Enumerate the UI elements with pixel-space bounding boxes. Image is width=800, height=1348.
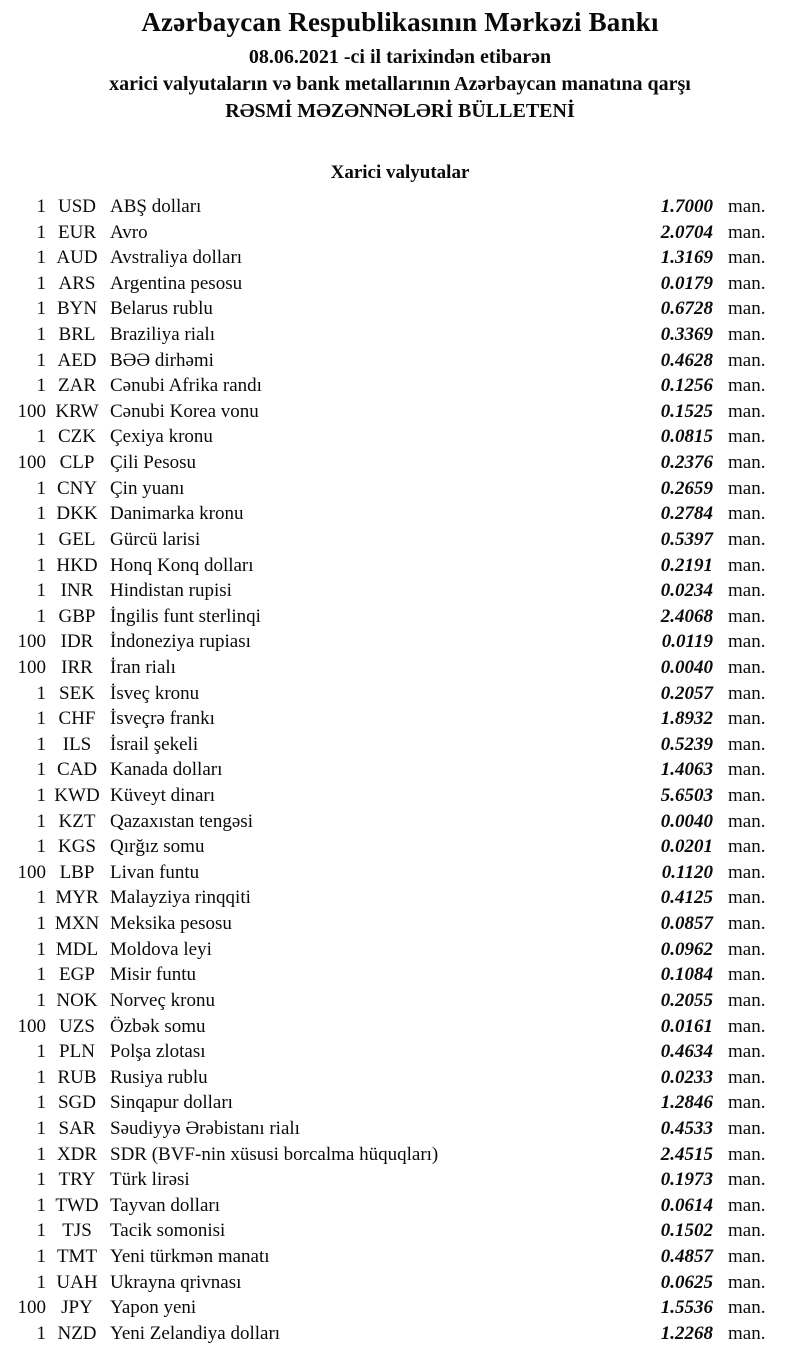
- quantity-cell: 1: [36, 810, 46, 832]
- unit-label-cell: man.: [728, 759, 766, 781]
- rate-value-cell: 0.1973: [660, 1169, 713, 1191]
- currency-code-cell: UAH: [56, 1271, 98, 1293]
- table-row: [0, 1014, 800, 1040]
- unit-label-cell: man.: [728, 1092, 766, 1114]
- unit-label-cell: man.: [728, 272, 766, 294]
- quantity-cell: 1: [36, 1271, 46, 1293]
- currency-name-cell: Danimarka kronu: [110, 503, 244, 525]
- currency-code-cell: KRW: [55, 400, 99, 422]
- rate-value-cell: 1.4063: [660, 759, 713, 781]
- rate-value-cell: 0.4125: [660, 887, 713, 909]
- currency-name-cell: Cənubi Afrika randı: [110, 375, 262, 397]
- rate-value-cell: 0.1525: [660, 400, 713, 422]
- quantity-cell: 1: [36, 528, 46, 550]
- unit-label-cell: man.: [728, 785, 766, 807]
- currency-code-cell: NOK: [56, 989, 98, 1011]
- currency-name-cell: İsrail şekeli: [110, 733, 199, 755]
- unit-label-cell: man.: [728, 298, 766, 320]
- table-row: [0, 501, 800, 527]
- rate-value-cell: 0.5239: [660, 733, 713, 755]
- quantity-cell: 100: [17, 400, 46, 422]
- rate-value-cell: 0.0857: [660, 913, 713, 935]
- currency-name-cell: Ukrayna qrivnası: [110, 1271, 242, 1293]
- unit-label-cell: man.: [728, 1220, 766, 1242]
- rate-value-cell: 0.1120: [661, 861, 713, 883]
- table-row: [0, 885, 800, 911]
- currency-code-cell: ZAR: [58, 375, 96, 397]
- table-row: [0, 1090, 800, 1116]
- currency-name-cell: Cənubi Korea vonu: [110, 400, 259, 422]
- rate-value-cell: 0.0625: [660, 1271, 713, 1293]
- currency-name-cell: İran rialı: [110, 656, 176, 678]
- currency-code-cell: LBP: [59, 861, 95, 883]
- rate-value-cell: 0.1084: [660, 964, 713, 986]
- currency-name-cell: İsveçrə frankı: [110, 708, 215, 730]
- quantity-cell: 1: [36, 708, 46, 730]
- unit-label-cell: man.: [728, 196, 766, 217]
- quantity-cell: 1: [36, 759, 46, 781]
- rate-value-cell: 0.0119: [661, 631, 713, 653]
- currency-name-cell: BƏƏ dirhəmi: [110, 349, 214, 371]
- table-row: [0, 553, 800, 579]
- currency-name-cell: Rusiya rublu: [110, 1066, 208, 1088]
- currency-code-cell: KWD: [54, 785, 100, 807]
- unit-label-cell: man.: [728, 605, 766, 627]
- quantity-cell: 1: [36, 1117, 46, 1139]
- rate-value-cell: 5.6503: [660, 785, 713, 807]
- rate-value-cell: 0.3369: [660, 324, 713, 346]
- currency-code-cell: ARS: [58, 272, 96, 294]
- currency-code-cell: TRY: [58, 1169, 96, 1191]
- currency-name-cell: Belarus rublu: [110, 298, 213, 320]
- table-row: [0, 655, 800, 681]
- rate-value-cell: 0.2659: [660, 477, 713, 499]
- currency-code-cell: IDR: [60, 631, 94, 653]
- table-row: [0, 1295, 800, 1321]
- currency-name-cell: Çin yuanı: [110, 477, 185, 499]
- currency-name-cell: Kanada dolları: [110, 759, 223, 781]
- currency-code-cell: CZK: [58, 426, 96, 448]
- unit-label-cell: man.: [728, 836, 766, 858]
- currency-name-cell: Yapon yeni: [110, 1297, 197, 1319]
- currency-name-cell: Yeni türkmən manatı: [110, 1245, 270, 1267]
- currency-code-cell: ILS: [62, 733, 92, 755]
- quantity-cell: 100: [17, 1015, 46, 1037]
- table-row: [0, 860, 800, 886]
- table-row: [0, 348, 800, 374]
- unit-label-cell: man.: [728, 1041, 766, 1063]
- quantity-cell: 1: [36, 349, 46, 371]
- table-row: [0, 1142, 800, 1168]
- currency-name-cell: Çexiya kronu: [110, 426, 213, 448]
- table-row: [0, 783, 800, 809]
- quantity-cell: 100: [17, 861, 46, 883]
- quantity-cell: 100: [17, 1297, 46, 1319]
- currency-code-cell: MDL: [55, 938, 99, 960]
- rate-value-cell: 2.0704: [660, 221, 713, 243]
- quantity-cell: 1: [36, 375, 46, 397]
- currency-name-cell: Özbək somu: [110, 1015, 206, 1037]
- currency-code-cell: SEK: [59, 682, 95, 704]
- rate-value-cell: 2.4068: [660, 605, 713, 627]
- currency-name-cell: Moldova leyi: [110, 938, 212, 960]
- table-row: [0, 1065, 800, 1091]
- quantity-cell: 1: [36, 1143, 46, 1165]
- currency-code-cell: CHF: [58, 708, 96, 730]
- quantity-cell: 1: [36, 1194, 46, 1216]
- currency-code-cell: SGD: [57, 1092, 96, 1114]
- unit-label-cell: man.: [728, 1271, 766, 1293]
- quantity-cell: 1: [36, 989, 46, 1011]
- table-row: [0, 809, 800, 835]
- unit-label-cell: man.: [728, 400, 766, 422]
- rate-value-cell: 0.0040: [660, 810, 713, 832]
- currency-code-cell: GBP: [58, 605, 96, 627]
- currency-code-cell: CNY: [56, 477, 98, 499]
- unit-label-cell: man.: [728, 989, 766, 1011]
- table-row: [0, 578, 800, 604]
- currency-name-cell: Misir funtu: [110, 964, 197, 986]
- quantity-cell: 1: [36, 324, 46, 346]
- quantity-cell: 100: [17, 656, 46, 678]
- currency-name-cell: SDR (BVF-nin xüsusi borcalma hüquqları): [110, 1143, 439, 1165]
- currency-name-cell: Malayziya rinqqiti: [110, 887, 251, 909]
- table-row: [0, 988, 800, 1014]
- table-row: [0, 1039, 800, 1065]
- effective-date-line: 08.06.2021 -ci il tarixindən etibarən: [248, 46, 552, 68]
- rate-value-cell: 0.0201: [660, 836, 713, 858]
- rate-value-cell: 1.5536: [660, 1297, 713, 1319]
- unit-label-cell: man.: [728, 1169, 766, 1191]
- quantity-cell: 1: [36, 682, 46, 704]
- quantity-cell: 1: [36, 221, 46, 243]
- currency-name-cell: İndoneziya rupiası: [110, 631, 251, 653]
- unit-label-cell: man.: [728, 1066, 766, 1088]
- unit-label-cell: man.: [728, 426, 766, 448]
- rate-value-cell: 0.0233: [660, 1066, 713, 1088]
- quantity-cell: 1: [36, 1041, 46, 1063]
- unit-label-cell: man.: [728, 324, 766, 346]
- table-row: [0, 834, 800, 860]
- currency-code-cell: DKK: [56, 503, 98, 525]
- currency-name-cell: Braziliya rialı: [110, 324, 215, 346]
- currency-name-cell: Norveç kronu: [110, 989, 215, 1011]
- currency-name-cell: Çili Pesosu: [110, 452, 197, 474]
- currency-name-cell: Honq Konq dolları: [110, 554, 254, 576]
- currency-code-cell: MYR: [55, 887, 99, 909]
- rate-value-cell: 0.0179: [660, 272, 713, 294]
- quantity-cell: 1: [36, 1092, 46, 1114]
- rate-value-cell: 0.4857: [660, 1245, 713, 1267]
- table-row: [0, 911, 800, 937]
- unit-label-cell: man.: [728, 913, 766, 935]
- unit-label-cell: man.: [728, 1015, 766, 1037]
- rate-value-cell: 0.2784: [660, 503, 713, 525]
- unit-label-cell: man.: [728, 1143, 766, 1165]
- table-row: [0, 399, 800, 425]
- table-row: [0, 1116, 800, 1142]
- table-row: [0, 757, 800, 783]
- currency-code-cell: TJS: [62, 1220, 92, 1242]
- table-row: [0, 373, 800, 399]
- unit-label-cell: man.: [728, 938, 766, 960]
- table-row: [0, 322, 800, 348]
- currency-code-cell: BRL: [58, 324, 96, 346]
- unit-label-cell: man.: [728, 708, 766, 730]
- quantity-cell: 1: [36, 247, 46, 269]
- quantity-cell: 1: [36, 298, 46, 320]
- currency-name-cell: Hindistan rupisi: [110, 580, 232, 602]
- currency-code-cell: IRR: [61, 656, 93, 678]
- currency-code-cell: KGS: [57, 836, 96, 858]
- table-row: [0, 245, 800, 271]
- quantity-cell: 1: [36, 1322, 46, 1344]
- currency-name-cell: Sinqapur dolları: [110, 1092, 233, 1114]
- currency-code-cell: TMT: [56, 1245, 98, 1267]
- unit-label-cell: man.: [728, 528, 766, 550]
- quantity-cell: 1: [36, 785, 46, 807]
- currency-code-cell: AED: [57, 349, 97, 371]
- table-row: [0, 937, 800, 963]
- currency-code-cell: INR: [60, 580, 94, 602]
- table-row: [0, 194, 800, 220]
- table-row: [0, 1193, 800, 1219]
- exchange-rates-table: [0, 194, 800, 1346]
- quantity-cell: 1: [36, 836, 46, 858]
- currency-code-cell: TWD: [55, 1194, 99, 1216]
- currency-code-cell: MXN: [54, 913, 100, 935]
- currency-code-cell: EGP: [59, 964, 95, 986]
- rate-value-cell: 0.0815: [660, 426, 713, 448]
- quantity-cell: 1: [36, 1245, 46, 1267]
- currency-name-cell: Yeni Zelandiya dolları: [110, 1322, 281, 1344]
- currency-code-cell: JPY: [61, 1297, 93, 1319]
- table-row: [0, 604, 800, 630]
- table-row: [0, 1321, 800, 1347]
- section-title-foreign-currencies: Xarici valyutalar: [330, 162, 470, 183]
- quantity-cell: 1: [36, 964, 46, 986]
- rate-value-cell: 0.2191: [660, 554, 713, 576]
- table-row: [0, 962, 800, 988]
- quantity-cell: 1: [36, 554, 46, 576]
- quantity-cell: 1: [36, 938, 46, 960]
- currency-code-cell: HKD: [56, 554, 98, 576]
- currency-code-cell: GEL: [58, 528, 96, 550]
- rate-value-cell: 0.0161: [660, 1015, 713, 1037]
- unit-label-cell: man.: [728, 810, 766, 832]
- header-subtitle-block: [0, 44, 800, 125]
- currency-code-cell: KZT: [58, 810, 96, 832]
- rate-value-cell: 1.7000: [660, 196, 713, 217]
- quantity-cell: 1: [36, 272, 46, 294]
- rate-value-cell: 0.2057: [660, 682, 713, 704]
- rate-value-cell: 0.1256: [660, 375, 713, 397]
- unit-label-cell: man.: [728, 221, 766, 243]
- unit-label-cell: man.: [728, 1322, 766, 1344]
- currency-code-cell: CAD: [56, 759, 98, 781]
- currency-name-cell: Tacik somonisi: [110, 1220, 226, 1242]
- currency-name-cell: Küveyt dinarı: [110, 785, 216, 807]
- rate-value-cell: 0.0962: [660, 938, 713, 960]
- table-row: [0, 1244, 800, 1270]
- rate-value-cell: 1.3169: [660, 247, 713, 269]
- unit-label-cell: man.: [728, 733, 766, 755]
- unit-label-cell: man.: [728, 247, 766, 269]
- unit-label-cell: man.: [728, 554, 766, 576]
- rate-value-cell: 0.5397: [660, 528, 713, 550]
- rate-value-cell: 2.4515: [660, 1143, 713, 1165]
- rate-value-cell: 1.2846: [660, 1092, 713, 1114]
- quantity-cell: 1: [36, 196, 46, 217]
- rate-value-cell: 0.2055: [660, 989, 713, 1011]
- quantity-cell: 1: [36, 477, 46, 499]
- table-row: [0, 450, 800, 476]
- currency-code-cell: NZD: [57, 1322, 97, 1344]
- currency-code-cell: SAR: [58, 1117, 96, 1139]
- currency-name-cell: Avstraliya dolları: [110, 247, 243, 269]
- rate-value-cell: 0.0234: [660, 580, 713, 602]
- currency-name-cell: Qırğız somu: [110, 836, 205, 858]
- unit-label-cell: man.: [728, 375, 766, 397]
- quantity-cell: 1: [36, 887, 46, 909]
- unit-label-cell: man.: [728, 1297, 766, 1319]
- table-row: [0, 681, 800, 707]
- table-row: [0, 732, 800, 758]
- unit-label-cell: man.: [728, 887, 766, 909]
- currency-name-cell: Argentina pesosu: [110, 272, 243, 294]
- unit-label-cell: man.: [728, 656, 766, 678]
- currency-code-cell: PLN: [59, 1041, 95, 1063]
- quantity-cell: 100: [17, 452, 46, 474]
- unit-label-cell: man.: [728, 682, 766, 704]
- currency-code-cell: AUD: [56, 247, 98, 269]
- rate-value-cell: 0.4628: [660, 349, 713, 371]
- quantity-cell: 1: [36, 503, 46, 525]
- table-row: [0, 1167, 800, 1193]
- quantity-cell: 1: [36, 605, 46, 627]
- currency-name-cell: Polşa zlotası: [110, 1041, 206, 1063]
- rate-value-cell: 0.1502: [660, 1220, 713, 1242]
- table-row: [0, 706, 800, 732]
- rate-value-cell: 0.2376: [660, 452, 713, 474]
- quantity-cell: 1: [36, 426, 46, 448]
- currency-name-cell: Livan funtu: [110, 861, 200, 883]
- currency-code-cell: UZS: [59, 1015, 95, 1037]
- rate-value-cell: 0.0614: [660, 1194, 713, 1216]
- currency-name-cell: Səudiyyə Ərəbistanı rialı: [110, 1117, 300, 1139]
- table-row: [0, 476, 800, 502]
- currency-name-cell: Gürcü larisi: [110, 528, 201, 550]
- quantity-cell: 1: [36, 1169, 46, 1191]
- currency-code-cell: XDR: [56, 1143, 98, 1165]
- unit-label-cell: man.: [728, 1194, 766, 1216]
- rate-value-cell: 0.0040: [660, 656, 713, 678]
- page-title: Azərbaycan Respublikasının Mərkəzi Bankı: [141, 7, 659, 37]
- unit-label-cell: man.: [728, 580, 766, 602]
- table-row: [0, 296, 800, 322]
- quantity-cell: 1: [36, 1066, 46, 1088]
- currency-name-cell: ABŞ dolları: [110, 196, 202, 217]
- unit-label-cell: man.: [728, 631, 766, 653]
- unit-label-cell: man.: [728, 477, 766, 499]
- unit-label-cell: man.: [728, 1245, 766, 1267]
- currency-name-cell: Tayvan dolları: [110, 1194, 220, 1216]
- currency-name-cell: İsveç kronu: [110, 682, 200, 704]
- table-row: [0, 220, 800, 246]
- quantity-cell: 100: [17, 631, 46, 653]
- rate-value-cell: 1.8932: [660, 708, 713, 730]
- table-row: [0, 271, 800, 297]
- quantity-cell: 1: [36, 733, 46, 755]
- rate-value-cell: 1.2268: [660, 1322, 713, 1344]
- table-row: [0, 1218, 800, 1244]
- currency-code-cell: EUR: [58, 221, 96, 243]
- currency-code-cell: CLP: [59, 452, 95, 474]
- currency-name-cell: Türk lirəsi: [110, 1169, 190, 1191]
- table-row: [0, 1270, 800, 1296]
- currency-name-cell: Avro: [110, 221, 148, 243]
- unit-label-cell: man.: [728, 452, 766, 474]
- quantity-cell: 1: [36, 580, 46, 602]
- unit-label-cell: man.: [728, 349, 766, 371]
- table-row: [0, 424, 800, 450]
- rate-value-cell: 0.4533: [660, 1117, 713, 1139]
- currency-code-cell: BYN: [56, 298, 98, 320]
- unit-label-cell: man.: [728, 964, 766, 986]
- subject-line: xarici valyutaların və bank metallarının Azərbaycan manatına qarşı: [109, 73, 691, 95]
- table-row: [0, 629, 800, 655]
- currency-code-cell: USD: [57, 196, 96, 217]
- rate-value-cell: 0.6728: [660, 298, 713, 320]
- unit-label-cell: man.: [728, 861, 766, 883]
- currency-name-cell: Qazaxıstan tengəsi: [110, 810, 253, 832]
- quantity-cell: 1: [36, 1220, 46, 1242]
- quantity-cell: 1: [36, 913, 46, 935]
- unit-label-cell: man.: [728, 1117, 766, 1139]
- bulletin-title-line: RƏSMİ MƏZƏNNƏLƏRİ BÜLLETENİ: [225, 100, 575, 122]
- rate-value-cell: 0.4634: [660, 1041, 713, 1063]
- currency-code-cell: RUB: [57, 1066, 97, 1088]
- unit-label-cell: man.: [728, 503, 766, 525]
- table-row: [0, 527, 800, 553]
- currency-name-cell: İngilis funt sterlinqi: [110, 605, 261, 627]
- currency-name-cell: Meksika pesosu: [110, 913, 232, 935]
